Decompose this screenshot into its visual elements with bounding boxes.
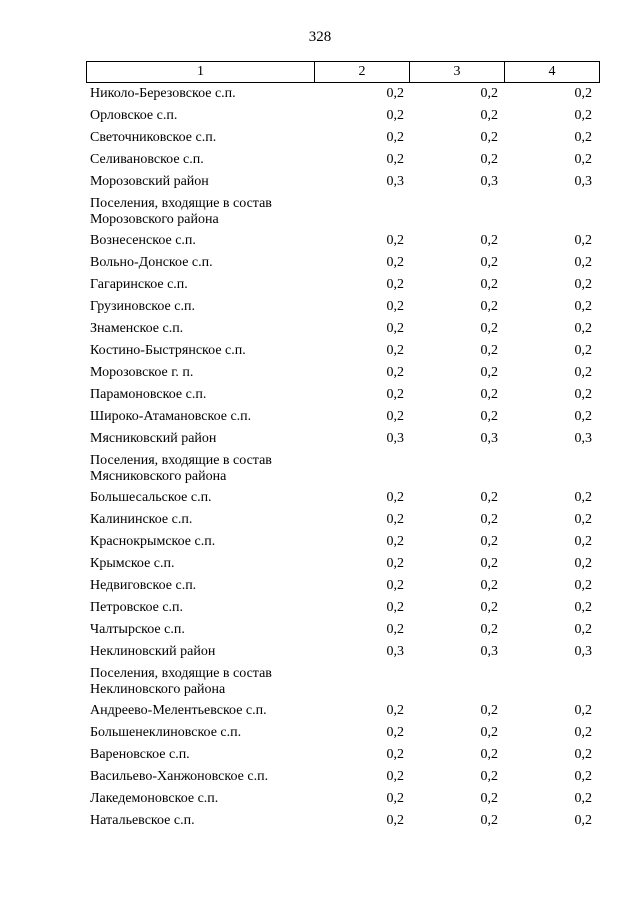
row-value-col2: 0,2 — [386, 578, 404, 593]
page-number: 328 — [308, 29, 332, 45]
row-value-col3: 0,2 — [480, 512, 498, 527]
row-value-col4: 0,2 — [574, 299, 592, 314]
row-name: Мясниковский район — [90, 431, 217, 446]
row-name: Крымское с.п. — [90, 556, 175, 571]
row-value-col2: 0,2 — [386, 622, 404, 637]
table-row — [86, 666, 598, 703]
row-name: Андреево-Мелентьевское с.п. — [90, 703, 267, 718]
row-value-col3: 0,2 — [480, 578, 498, 593]
row-value-col3: 0,2 — [480, 365, 498, 380]
row-value-col2: 0,2 — [386, 534, 404, 549]
row-value-col2: 0,2 — [386, 299, 404, 314]
row-value-col2: 0,2 — [386, 233, 404, 248]
row-value-col4: 0,2 — [574, 255, 592, 270]
row-value-col2: 0,2 — [386, 277, 404, 292]
row-value-col4: 0,2 — [574, 600, 592, 615]
row-value-col3: 0,2 — [480, 387, 498, 402]
row-value-col4: 0,3 — [574, 431, 592, 446]
row-name: Гагаринское с.п. — [90, 277, 188, 292]
row-value-col4: 0,2 — [574, 622, 592, 637]
row-value-col2: 0,2 — [386, 725, 404, 740]
row-value-col3: 0,2 — [480, 769, 498, 784]
row-value-col3: 0,2 — [480, 343, 498, 358]
row-value-col3: 0,2 — [480, 791, 498, 806]
row-name: Вольно-Донское с.п. — [90, 255, 213, 270]
row-value-col2: 0,2 — [386, 556, 404, 571]
row-name: Светочниковское с.п. — [90, 130, 217, 145]
row-name: Калининское с.п. — [90, 512, 193, 527]
row-name: Николо-Березовское с.п. — [90, 86, 236, 101]
table-row — [86, 130, 598, 152]
row-value-col4: 0,2 — [574, 130, 592, 145]
row-value-col2: 0,2 — [386, 343, 404, 358]
header-col-2: 2 — [315, 62, 410, 83]
row-value-col2: 0,2 — [386, 512, 404, 527]
row-name: Вареновское с.п. — [90, 747, 190, 762]
row-value-col3: 0,2 — [480, 152, 498, 167]
header-col-4: 4 — [505, 62, 600, 83]
row-name: Краснокрымское с.п. — [90, 534, 216, 549]
row-value-col4: 0,2 — [574, 813, 592, 828]
row-value-col2: 0,2 — [386, 791, 404, 806]
row-name: Селивановское с.п. — [90, 152, 204, 167]
row-value-col3: 0,2 — [480, 622, 498, 637]
row-value-col2: 0,3 — [386, 174, 404, 189]
table-row — [86, 299, 598, 321]
row-value-col4: 0,3 — [574, 174, 592, 189]
table-row — [86, 321, 598, 343]
row-name: Большесальское с.п. — [90, 490, 212, 505]
row-name: Знаменское с.п. — [90, 321, 184, 336]
row-value-col2: 0,3 — [386, 431, 404, 446]
table-row — [86, 108, 598, 130]
row-value-col4: 0,2 — [574, 769, 592, 784]
row-value-col3: 0,2 — [480, 277, 498, 292]
row-value-col4: 0,2 — [574, 343, 592, 358]
table-row — [86, 747, 598, 769]
row-value-col2: 0,2 — [386, 600, 404, 615]
table-row — [86, 578, 598, 600]
row-value-col3: 0,2 — [480, 130, 498, 145]
row-value-col4: 0,2 — [574, 152, 592, 167]
table-row — [86, 277, 598, 299]
table-row — [86, 769, 598, 791]
row-value-col3: 0,2 — [480, 600, 498, 615]
row-value-col4: 0,2 — [574, 534, 592, 549]
row-value-col4: 0,2 — [574, 86, 592, 101]
table-row — [86, 365, 598, 387]
row-value-col2: 0,2 — [386, 813, 404, 828]
row-value-col4: 0,2 — [574, 578, 592, 593]
row-name: Парамоновское с.п. — [90, 387, 207, 402]
row-value-col2: 0,2 — [386, 86, 404, 101]
row-name: Большенеклиновское с.п. — [90, 725, 242, 740]
table-row — [86, 409, 598, 431]
row-value-col2: 0,2 — [386, 409, 404, 424]
table-row — [86, 196, 598, 233]
row-value-col4: 0,2 — [574, 409, 592, 424]
row-value-col4: 0,2 — [574, 725, 592, 740]
row-value-col3: 0,3 — [480, 431, 498, 446]
row-name: Поселения, входящие в состав Мясниковского района — [90, 453, 272, 484]
row-value-col4: 0,2 — [574, 512, 592, 527]
header-col-1: 1 — [87, 62, 315, 83]
table-body — [86, 86, 598, 835]
row-name: Вознесенское с.п. — [90, 233, 196, 248]
row-value-col3: 0,2 — [480, 108, 498, 123]
row-value-col4: 0,2 — [574, 321, 592, 336]
table-row — [86, 343, 598, 365]
row-name: Морозовский район — [90, 174, 209, 189]
row-value-col3: 0,2 — [480, 703, 498, 718]
row-value-col3: 0,3 — [480, 644, 498, 659]
row-name: Орловское с.п. — [90, 108, 178, 123]
table-row — [86, 431, 598, 453]
row-value-col4: 0,2 — [574, 703, 592, 718]
row-name: Грузиновское с.п. — [90, 299, 195, 314]
row-value-col3: 0,2 — [480, 321, 498, 336]
row-value-col3: 0,2 — [480, 725, 498, 740]
row-value-col2: 0,2 — [386, 490, 404, 505]
table-header — [86, 61, 600, 83]
row-value-col4: 0,2 — [574, 108, 592, 123]
table-row — [86, 86, 598, 108]
row-value-col2: 0,2 — [386, 365, 404, 380]
row-value-col3: 0,2 — [480, 86, 498, 101]
row-value-col3: 0,3 — [480, 174, 498, 189]
table-row — [86, 725, 598, 747]
table-row — [86, 387, 598, 409]
header-row — [87, 62, 600, 83]
table-row — [86, 622, 598, 644]
row-value-col3: 0,2 — [480, 299, 498, 314]
row-value-col4: 0,2 — [574, 277, 592, 292]
row-value-col4: 0,2 — [574, 791, 592, 806]
row-name: Неклиновский район — [90, 644, 216, 659]
table-row — [86, 490, 598, 512]
row-value-col4: 0,2 — [574, 233, 592, 248]
header-col-3: 3 — [410, 62, 505, 83]
row-name: Поселения, входящие в состав Неклиновского района — [90, 666, 272, 697]
table-row — [86, 813, 598, 835]
row-name: Васильево-Ханжоновское с.п. — [90, 769, 269, 784]
table-row — [86, 453, 598, 490]
table-row — [86, 152, 598, 174]
table-row — [86, 512, 598, 534]
row-value-col3: 0,2 — [480, 409, 498, 424]
row-name: Натальевское с.п. — [90, 813, 195, 828]
table-row — [86, 703, 598, 725]
table-row — [86, 791, 598, 813]
table-row — [86, 255, 598, 277]
row-value-col4: 0,3 — [574, 644, 592, 659]
row-name: Лакедемоновское с.п. — [90, 791, 219, 806]
table-row — [86, 174, 598, 196]
row-value-col2: 0,2 — [386, 152, 404, 167]
row-value-col3: 0,2 — [480, 233, 498, 248]
table-row — [86, 600, 598, 622]
row-value-col2: 0,2 — [386, 321, 404, 336]
row-value-col2: 0,2 — [386, 108, 404, 123]
row-value-col4: 0,2 — [574, 747, 592, 762]
row-value-col4: 0,2 — [574, 387, 592, 402]
table-row — [86, 556, 598, 578]
row-value-col2: 0,2 — [386, 130, 404, 145]
row-name: Недвиговское с.п. — [90, 578, 197, 593]
row-value-col4: 0,2 — [574, 490, 592, 505]
row-name: Петровское с.п. — [90, 600, 184, 615]
row-value-col3: 0,2 — [480, 490, 498, 505]
row-name: Чалтырское с.п. — [90, 622, 185, 637]
row-value-col3: 0,2 — [480, 747, 498, 762]
table-row — [86, 233, 598, 255]
row-name: Поселения, входящие в состав Морозовского района — [90, 196, 272, 227]
row-value-col2: 0,2 — [386, 387, 404, 402]
row-value-col2: 0,2 — [386, 255, 404, 270]
row-value-col4: 0,2 — [574, 365, 592, 380]
row-value-col3: 0,2 — [480, 813, 498, 828]
row-value-col2: 0,3 — [386, 644, 404, 659]
row-value-col4: 0,2 — [574, 556, 592, 571]
row-value-col2: 0,2 — [386, 747, 404, 762]
row-name: Костино-Быстрянское с.п. — [90, 343, 246, 358]
row-value-col2: 0,2 — [386, 703, 404, 718]
row-value-col3: 0,2 — [480, 556, 498, 571]
row-value-col2: 0,2 — [386, 769, 404, 784]
row-value-col3: 0,2 — [480, 534, 498, 549]
table-row — [86, 644, 598, 666]
row-name: Широко-Атамановское с.п. — [90, 409, 252, 424]
table-row — [86, 534, 598, 556]
row-value-col3: 0,2 — [480, 255, 498, 270]
row-name: Морозовское г. п. — [90, 365, 194, 380]
